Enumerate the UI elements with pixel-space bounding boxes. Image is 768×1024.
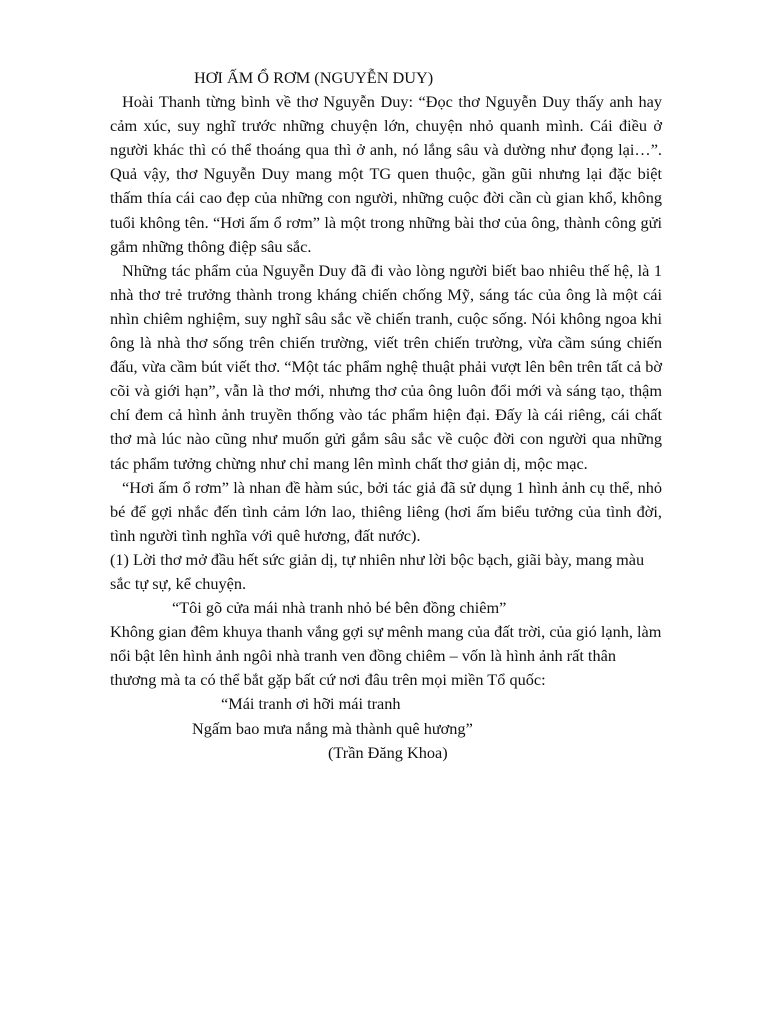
paragraph-intro: Hoài Thanh từng bình về thơ Nguyễn Duy: “Đọc thơ Nguyễn Duy thấy anh hay cảm xúc, suy nghĩ trước những chuyện lớn, chuyện nhỏ quanh mình. Cái điều ở người khác thì có thể thoáng qua thì ở anh, nó lắng sâu và dường như đọng lại…”. Quả vậy, thơ Nguyễn Duy mang một TG quen thuộc, gần gũi nhưng lại đặc biệt thấm thía cái cao đẹp của những con người, những cuộc đời cần cù gian khổ, không tuổi không tên. “Hơi ấm ổ rơm” là một trong những bài thơ của ông, thành công gửi gắm những thông điệp sâu sắc. xyxy=(110,92,662,256)
verse-line: “Tôi gõ cửa mái nhà tranh nhỏ bé bên đồng chiêm” xyxy=(172,598,507,618)
paragraph-author: Những tác phẩm của Nguyễn Duy đã đi vào lòng người biết bao nhiêu thế hệ, là 1 nhà thơ trẻ trưởng thành trong kháng chiến chống Mỹ, sáng tác của ông là một cái nhìn chiêm nghiệm, suy nghĩ sâu sắc về chiến tranh, cuộc sống. Nói không ngoa khi ông là nhà thơ sống trên chiến trường, viết trên chiến trường, vừa cầm súng chiến đấu, vừa cầm bút viết thơ. “Một tác phẩm nghệ thuật phải vượt lên bên trên tất cả bờ cõi và giới hạn”, vẫn là thơ mới, nhưng thơ của ông luôn đổi mới và sáng tạo, thậm chí đem cả hình ảnh truyền thống vào tác phẩm hiện đại. Đấy là cái riêng, cái chất thơ mà lúc nào cũng như muốn gửi gắm sâu sắc về cuộc đời con người qua những tác phẩm tưởng chừng như chỉ mang lên mình chất thơ giản dị, mộc mạc. xyxy=(110,260,662,473)
document-title: HƠI ẤM Ổ RƠM (NGUYỄN DUY) xyxy=(194,68,434,87)
quote-line-1: “Mái tranh ơi hỡi mái tranh xyxy=(221,694,401,714)
point-one: (1) Lời thơ mở đầu hết sức giản dị, tự nhiên như lời bộc bạch, giãi bày, mang màu sắc tự sự, kể chuyện. xyxy=(110,549,645,593)
quote-line-2: Ngấm bao mưa nắng mà thành quê hương” xyxy=(192,718,473,738)
document-body xyxy=(110,66,662,765)
paragraph-title-meaning: “Hơi ấm ổ rơm” là nhan đề hàm súc, bởi tác giả đã sử dụng 1 hình ảnh cụ thể, nhỏ bé để gợi nhắc đến tình cảm lớn lao, thiêng liêng (hơi ấm biểu tưởng của tình đời, tình người tình nghĩa với quê hương, đất nước). xyxy=(110,477,662,545)
quote-credit: (Trần Đăng Khoa) xyxy=(328,742,448,762)
analysis-paragraph: Không gian đêm khuya thanh vắng gợi sự mênh mang của đất trời, của gió lạnh, làm nổi bật lên hình ảnh ngôi nhà tranh ven đồng chiêm – vốn là hình ảnh rất thân thương mà ta có thể bắt gặp bất cứ nơi đâu trên mọi miền Tổ quốc: xyxy=(110,622,662,690)
